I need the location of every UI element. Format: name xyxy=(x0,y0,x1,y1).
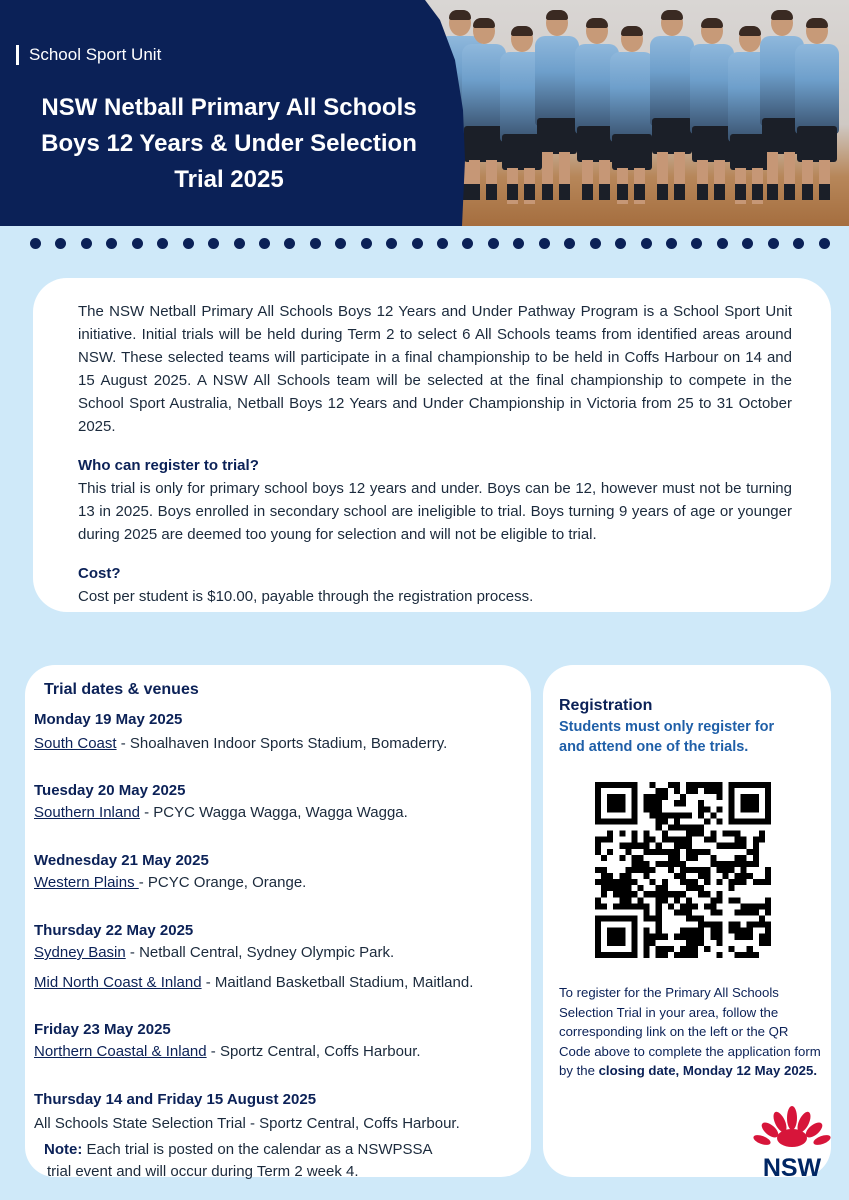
trial-area-link[interactable]: Southern Inland xyxy=(34,804,140,821)
trial-venue: - Shoalhaven Indoor Sports Stadium, Bomaderry. xyxy=(116,735,448,752)
divider-dot xyxy=(742,238,753,249)
trial-day: Monday 19 May 2025 xyxy=(34,711,183,728)
divider-dot xyxy=(615,238,626,249)
divider-dot xyxy=(30,238,41,249)
divider-dot xyxy=(132,238,143,249)
closing-date: closing date, Monday 12 May 2025. xyxy=(598,1063,817,1078)
divider-dot xyxy=(335,238,346,249)
divider-dot xyxy=(259,238,270,249)
trial-venue: - Netball Central, Sydney Olympic Park. xyxy=(125,944,395,961)
divider-dot xyxy=(437,238,448,249)
title-line: Trial 2025 xyxy=(174,166,284,193)
divider-dot xyxy=(81,238,92,249)
registration-title: Registration xyxy=(559,697,653,714)
trial-note xyxy=(44,1139,531,1183)
nsw-logo-text: NSW xyxy=(762,1154,822,1180)
title-line: Boys 12 Years & Under Selection xyxy=(41,130,417,157)
trial-entry xyxy=(34,850,531,894)
trial-area-link[interactable]: Northern Coastal & Inland xyxy=(34,1043,207,1060)
divider-dot xyxy=(183,238,194,249)
waratah-flower-icon xyxy=(752,1106,832,1147)
unit-label: School Sport Unit xyxy=(16,45,161,65)
divider-dot xyxy=(55,238,66,249)
subtitle-line: Students must only register for xyxy=(559,719,775,735)
trial-venue: All Schools State Selection Trial - Sportz Central, Coffs Harbour. xyxy=(34,1115,460,1132)
divider-dot xyxy=(819,238,830,249)
trial-day: Tuesday 20 May 2025 xyxy=(34,782,186,799)
trial-day: Thursday 14 and Friday 15 August 2025 xyxy=(34,1091,317,1108)
trial-entry xyxy=(34,780,531,824)
trial-day: Wednesday 21 May 2025 xyxy=(34,852,209,869)
divider-dot xyxy=(539,238,550,249)
divider-dot xyxy=(310,238,321,249)
divider-dot xyxy=(717,238,728,249)
who-heading: Who can register to trial? xyxy=(78,457,259,474)
cost-heading: Cost? xyxy=(78,565,121,582)
nsw-waratah-logo xyxy=(752,1100,832,1180)
instructions-text: To register for the Primary All Schools Selection Trial in your area, follow the corresponding link on the left or the QR Code above to complete the application form by the xyxy=(559,985,821,1078)
trial-entry xyxy=(34,709,531,755)
divider-dot xyxy=(513,238,524,249)
page-title xyxy=(14,90,444,198)
divider-dot xyxy=(157,238,168,249)
cost-text: Cost per student is $10.00, payable through the registration process. xyxy=(78,588,534,605)
divider-dot xyxy=(768,238,779,249)
trial-entry xyxy=(34,1019,531,1063)
divider-dot xyxy=(234,238,245,249)
title-line: NSW Netball Primary All Schools xyxy=(41,94,417,121)
trial-entry xyxy=(34,920,531,994)
header xyxy=(0,0,849,226)
who-text: This trial is only for primary school boys 12 years and under. Boys can be 12, however must not be turning 13 in 2025. Boys enrolled in secondary school are ineligible to trial. Boys turning 9 years of age or younger during 2025 are deemed too young for selection and will not be eligible to trial. xyxy=(78,480,792,543)
registration-subtitle xyxy=(559,717,815,757)
dot-divider xyxy=(30,238,830,252)
trial-area-link[interactable]: Western Plains xyxy=(34,874,139,891)
divider-dot xyxy=(462,238,473,249)
subtitle-line: and attend one of the trials. xyxy=(559,739,749,755)
note-text: trial event and will occur during Term 2 week 4. xyxy=(47,1163,359,1180)
divider-dot xyxy=(284,238,295,249)
divider-dot xyxy=(666,238,677,249)
trial-day: Thursday 22 May 2025 xyxy=(34,922,194,939)
divider-dot xyxy=(208,238,219,249)
trial-venue: - PCYC Orange, Orange. xyxy=(138,874,307,891)
divider-dot xyxy=(641,238,652,249)
trials-title: Trial dates & venues xyxy=(44,681,199,698)
divider-dot xyxy=(488,238,499,249)
divider-dot xyxy=(691,238,702,249)
trials-card xyxy=(25,665,531,1180)
trial-venue: - PCYC Wagga Wagga, Wagga Wagga. xyxy=(139,804,408,821)
trial-area-link[interactable]: Sydney Basin xyxy=(34,944,126,961)
intro-paragraph: The NSW Netball Primary All Schools Boys 12 Years and Under Pathway Program is a School Sport Unit initiative. Initial trials will be held during Term 2 to select 6 All Schools teams from identified areas around NSW. These selected teams will participate in a final championship to be held in Coffs Harbour on 14 and 15 August 2025. A NSW All Schools team will be selected at the final championship to compete in the School Sport Australia, Netball Boys 12 Years and Under Championship in Victoria from 25 to 31 October 2025. xyxy=(78,303,792,435)
trial-venue: - Sportz Central, Coffs Harbour. xyxy=(206,1043,421,1060)
note-label: Note: xyxy=(44,1141,83,1158)
trial-area-link[interactable]: Mid North Coast & Inland xyxy=(34,974,202,991)
divider-dot xyxy=(793,238,804,249)
divider-dot xyxy=(106,238,117,249)
divider-dot xyxy=(564,238,575,249)
trial-area-link[interactable]: South Coast xyxy=(34,735,117,752)
trial-venue: - Maitland Basketball Stadium, Maitland. xyxy=(201,974,474,991)
divider-dot xyxy=(412,238,423,249)
qr-code[interactable] xyxy=(595,782,771,958)
divider-dot xyxy=(361,238,372,249)
intro-card xyxy=(33,278,831,612)
note-text: Each trial is posted on the calendar as a NSWPSSA xyxy=(82,1141,433,1158)
trial-day: Friday 23 May 2025 xyxy=(34,1021,171,1038)
divider-dot xyxy=(590,238,601,249)
divider-dot xyxy=(386,238,397,249)
registration-instructions xyxy=(559,983,821,1081)
trial-entry xyxy=(34,1089,531,1135)
